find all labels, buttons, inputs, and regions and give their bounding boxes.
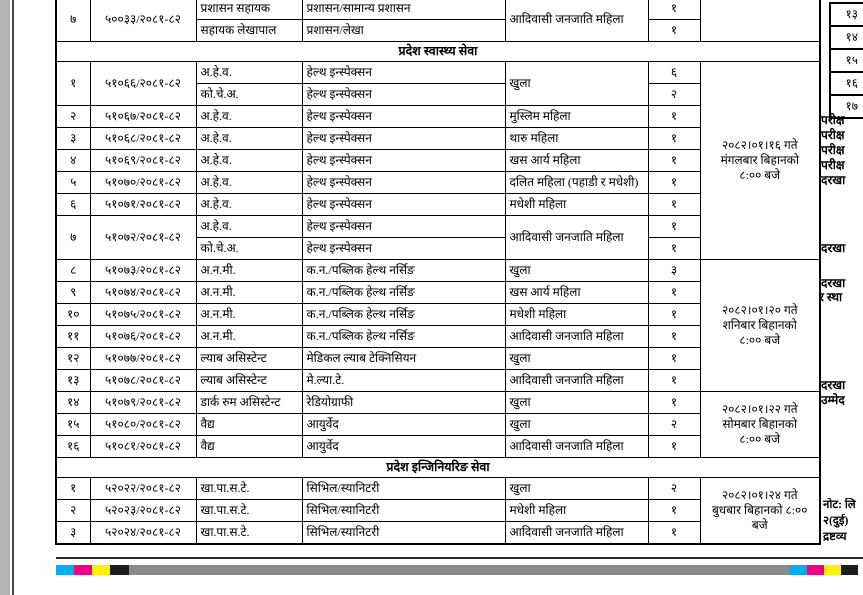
group-cell: हेल्थ इन्स्पेक्सन [302,128,505,150]
advert-number-cell: ५२०२४/२०८१-८२ [90,522,196,545]
advert-number-cell: ५१०६६/२०८१-८२ [90,62,196,106]
exam-date-cell: २०८२।०१।२४ गते बुधबार बिहानको ८:०० बजे [700,478,820,545]
vacancy-table [55,0,821,545]
note-text-fragment: २(दुई) [823,515,849,527]
count-cell: १ [648,106,700,128]
advert-number-cell: ५१०७९/२०८१-८२ [90,392,196,414]
sn-cell: १३ [56,370,90,392]
magenta-swatch [807,565,824,575]
category-cell: दलित महिला (पहाडी र मधेशी) [505,172,648,194]
post-cell: अ.हे.व. [196,194,302,216]
sn-cell: १२ [56,348,90,370]
print-registration-bar [56,565,858,575]
count-cell: ६ [648,62,700,84]
right-page-text-fragment: परीक्ष [821,128,845,142]
group-cell: मेडिकल ल्याब टेक्निसियन [302,348,505,370]
post-cell: ल्याब असिस्टेन्ट [196,348,302,370]
right-page-text-fragment: दरखा [821,241,846,255]
count-cell: १ [648,128,700,150]
count-cell: १ [648,522,700,545]
count-cell: १ [648,436,700,458]
mini-table-row: १५ [831,50,863,73]
sn-cell: १ [56,478,90,500]
group-cell: सिभिल/स्यानिटरी [302,500,505,522]
right-page-text-fragment: परीक्ष [821,143,845,157]
count-cell: १ [648,348,700,370]
post-cell: खा.पा.स.टे. [196,478,302,500]
mini-table-row: १६ [831,73,863,96]
group-cell: हेल्थ इन्स्पेक्सन [302,84,505,106]
yellow-swatch [824,565,841,575]
note-text-fragment: द्रष्टव्य [823,531,847,543]
count-cell: १ [648,0,700,20]
mini-table-row: १३ [831,4,863,27]
black-swatch [110,565,129,575]
sn-cell: ६ [56,194,90,216]
exam-date-cell [700,0,820,42]
count-cell: १ [648,282,700,304]
right-page-text-fragment: दरखा [821,173,846,187]
group-cell: हेल्थ इन्स्पेक्सन [302,172,505,194]
count-cell: ३ [648,260,700,282]
post-cell: को.चे.अ. [196,238,302,260]
section-header-row [56,458,820,478]
category-cell: आदिवासी जनजाति महिला [505,0,648,42]
table-row [56,478,820,500]
group-cell: हेल्थ इन्स्पेक्सन [302,150,505,172]
category-cell: मधेशी महिला [505,194,648,216]
page-edge-strip [0,0,10,595]
advert-number-cell: ५१०७३/२०८१-८२ [90,260,196,282]
right-page-text-fragment: दरखा [821,378,846,392]
sn-cell: ३ [56,522,90,545]
group-cell: हेल्थ इन्स्पेक्सन [302,194,505,216]
advert-number-cell: ५१०७०/२०८१-८२ [90,172,196,194]
page-fold-line [12,0,14,595]
post-cell: ल्याब असिस्टेन्ट [196,370,302,392]
sn-cell: ३ [56,128,90,150]
advert-number-cell: ५२०२३/२०८१-८२ [90,500,196,522]
count-cell: १ [648,20,700,42]
advert-number-cell: ५१०६९/२०८१-८२ [90,150,196,172]
vacancy-table-wrap [55,0,821,545]
page-bottom-rule [56,557,863,559]
category-cell: मधेशी महिला [505,304,648,326]
sn-cell: १ [56,62,90,106]
gray-bar [129,565,790,575]
group-cell: हेल्थ इन्स्पेक्सन [302,238,505,260]
cyan-swatch [56,565,74,575]
category-cell: खुला [505,392,648,414]
advert-number-cell: ५२०२२/२०८१-८२ [90,478,196,500]
mini-table-row: १७ [831,96,863,119]
mini-table-row: १४ [831,27,863,50]
advert-number-cell: ५१०८०/२०८१-८२ [90,414,196,436]
count-cell: १ [648,238,700,260]
post-cell: खा.पा.स.टे. [196,522,302,545]
right-page-text-fragment: परीक्ष [821,113,845,127]
post-cell: अ.हे.व. [196,128,302,150]
section-header: प्रदेश स्वास्थ्य सेवा [56,42,820,62]
sn-cell: १५ [56,414,90,436]
count-cell: १ [648,392,700,414]
count-cell: १ [648,304,700,326]
group-cell: सिभिल/स्यानिटरी [302,478,505,500]
post-cell: को.चे.अ. [196,84,302,106]
section-header: प्रदेश इन्जिनियरिङ सेवा [56,458,820,478]
group-cell: रेडियोग्राफी [302,392,505,414]
exam-date-cell: २०८२।०१।२२ गते सोमबार बिहानको ८:०० बजे [700,392,820,458]
sn-cell: १० [56,304,90,326]
advert-number-cell: ५१०७४/२०८१-८२ [90,282,196,304]
right-page-text-fragment: दरखा [821,276,846,290]
post-cell: अ.न.मी. [196,260,302,282]
count-cell: १ [648,150,700,172]
sn-cell: ५ [56,172,90,194]
count-cell: १ [648,172,700,194]
post-cell: अ.हे.व. [196,216,302,238]
group-cell: आयुर्वेद [302,436,505,458]
black-swatch [841,565,858,575]
right-page-text-fragment: र स्था [819,290,843,304]
group-cell: हेल्थ इन्स्पेक्सन [302,106,505,128]
count-cell: २ [648,84,700,106]
group-cell: हेल्थ इन्स्पेक्सन [302,216,505,238]
post-cell: वैद्य [196,436,302,458]
category-cell: खस आर्य महिला [505,150,648,172]
right-page-text-fragment: परीक्ष [821,158,845,172]
post-cell: सहायक लेखापाल [196,20,302,42]
category-cell: मुस्लिम महिला [505,106,648,128]
count-cell: २ [648,414,700,436]
sn-cell: ९ [56,282,90,304]
exam-date-cell: २०८२।०१।२० गते शनिबार बिहानको ८:०० बजे [700,260,820,392]
group-cell: सिभिल/स्यानिटरी [302,522,505,545]
category-cell: खुला [505,62,648,106]
advert-number-cell: ५१०७८/२०८१-८२ [90,370,196,392]
right-page-text-fragment: उम्मेद [821,393,845,407]
group-cell: क.न./पब्लिक हेल्थ नर्सिङ [302,260,505,282]
category-cell: खुला [505,478,648,500]
category-cell: मधेशी महिला [505,500,648,522]
category-cell: खस आर्य महिला [505,282,648,304]
table-row [56,62,820,84]
sn-cell: ८ [56,260,90,282]
right-page-mini-table [829,2,863,119]
advert-number-cell: ५००३३/२०८१-८२ [90,0,196,42]
magenta-swatch [74,565,92,575]
advert-number-cell: ५१०७६/२०८१-८२ [90,326,196,348]
sn-cell: ४ [56,150,90,172]
advert-number-cell: ५१०७२/२०८१-८२ [90,216,196,260]
category-cell: आदिवासी जनजाति महिला [505,326,648,348]
group-cell: प्रशासन/सामान्य प्रशासन [302,0,505,20]
sn-cell: २ [56,106,90,128]
group-cell: हेल्थ इन्स्पेक्सन [302,62,505,84]
category-cell: थारु महिला [505,128,648,150]
group-cell: क.न./पब्लिक हेल्थ नर्सिङ [302,282,505,304]
post-cell: अ.हे.व. [196,172,302,194]
advert-number-cell: ५१०७५/२०८१-८२ [90,304,196,326]
category-cell: आदिवासी जनजाति महिला [505,370,648,392]
sn-cell: ११ [56,326,90,348]
post-cell: खा.पा.स.टे. [196,500,302,522]
advert-number-cell: ५१०८१/२०८१-८२ [90,436,196,458]
table-row [56,0,820,20]
note-text-fragment: नोट: लि [823,499,856,511]
advert-number-cell: ५१०७७/२०८१-८२ [90,348,196,370]
sn-cell: १६ [56,436,90,458]
count-cell: १ [648,216,700,238]
table-row [56,392,820,414]
sn-cell: ७ [56,0,90,42]
count-cell: १ [648,194,700,216]
exam-date-cell: २०८२।०१।१६ गते मंगलबार बिहानको ८:०० बजे [700,62,820,260]
post-cell: अ.हे.व. [196,62,302,84]
post-cell: अ.न.मी. [196,326,302,348]
table-row [56,260,820,282]
group-cell: मे.ल्या.टे. [302,370,505,392]
category-cell: खुला [505,260,648,282]
advert-number-cell: ५१०७१/२०८१-८२ [90,194,196,216]
cyan-swatch [790,565,807,575]
group-cell: क.न./पब्लिक हेल्थ नर्सिङ [302,304,505,326]
category-cell: आदिवासी जनजाति महिला [505,522,648,545]
sn-cell: १४ [56,392,90,414]
count-cell: २ [648,478,700,500]
category-cell: खुला [505,414,648,436]
section-header-row [56,42,820,62]
advert-number-cell: ५१०६७/२०८१-८२ [90,106,196,128]
post-cell: अ.न.मी. [196,282,302,304]
sn-cell: ७ [56,216,90,260]
category-cell: खुला [505,348,648,370]
category-cell: आदिवासी जनजाति महिला [505,436,648,458]
post-cell: प्रशासन सहायक [196,0,302,20]
post-cell: अ.हे.व. [196,106,302,128]
post-cell: अ.हे.व. [196,150,302,172]
post-cell: डार्क रुम असिस्टेन्ट [196,392,302,414]
group-cell: क.न./पब्लिक हेल्थ नर्सिङ [302,326,505,348]
category-cell: आदिवासी जनजाति महिला [505,216,648,260]
count-cell: १ [648,500,700,522]
count-cell: १ [648,370,700,392]
post-cell: वैद्य [196,414,302,436]
yellow-swatch [92,565,110,575]
sn-cell: २ [56,500,90,522]
post-cell: अ.न.मी. [196,304,302,326]
advert-number-cell: ५१०६८/२०८१-८२ [90,128,196,150]
group-cell: आयुर्वेद [302,414,505,436]
count-cell: १ [648,326,700,348]
group-cell: प्रशासन/लेखा [302,20,505,42]
